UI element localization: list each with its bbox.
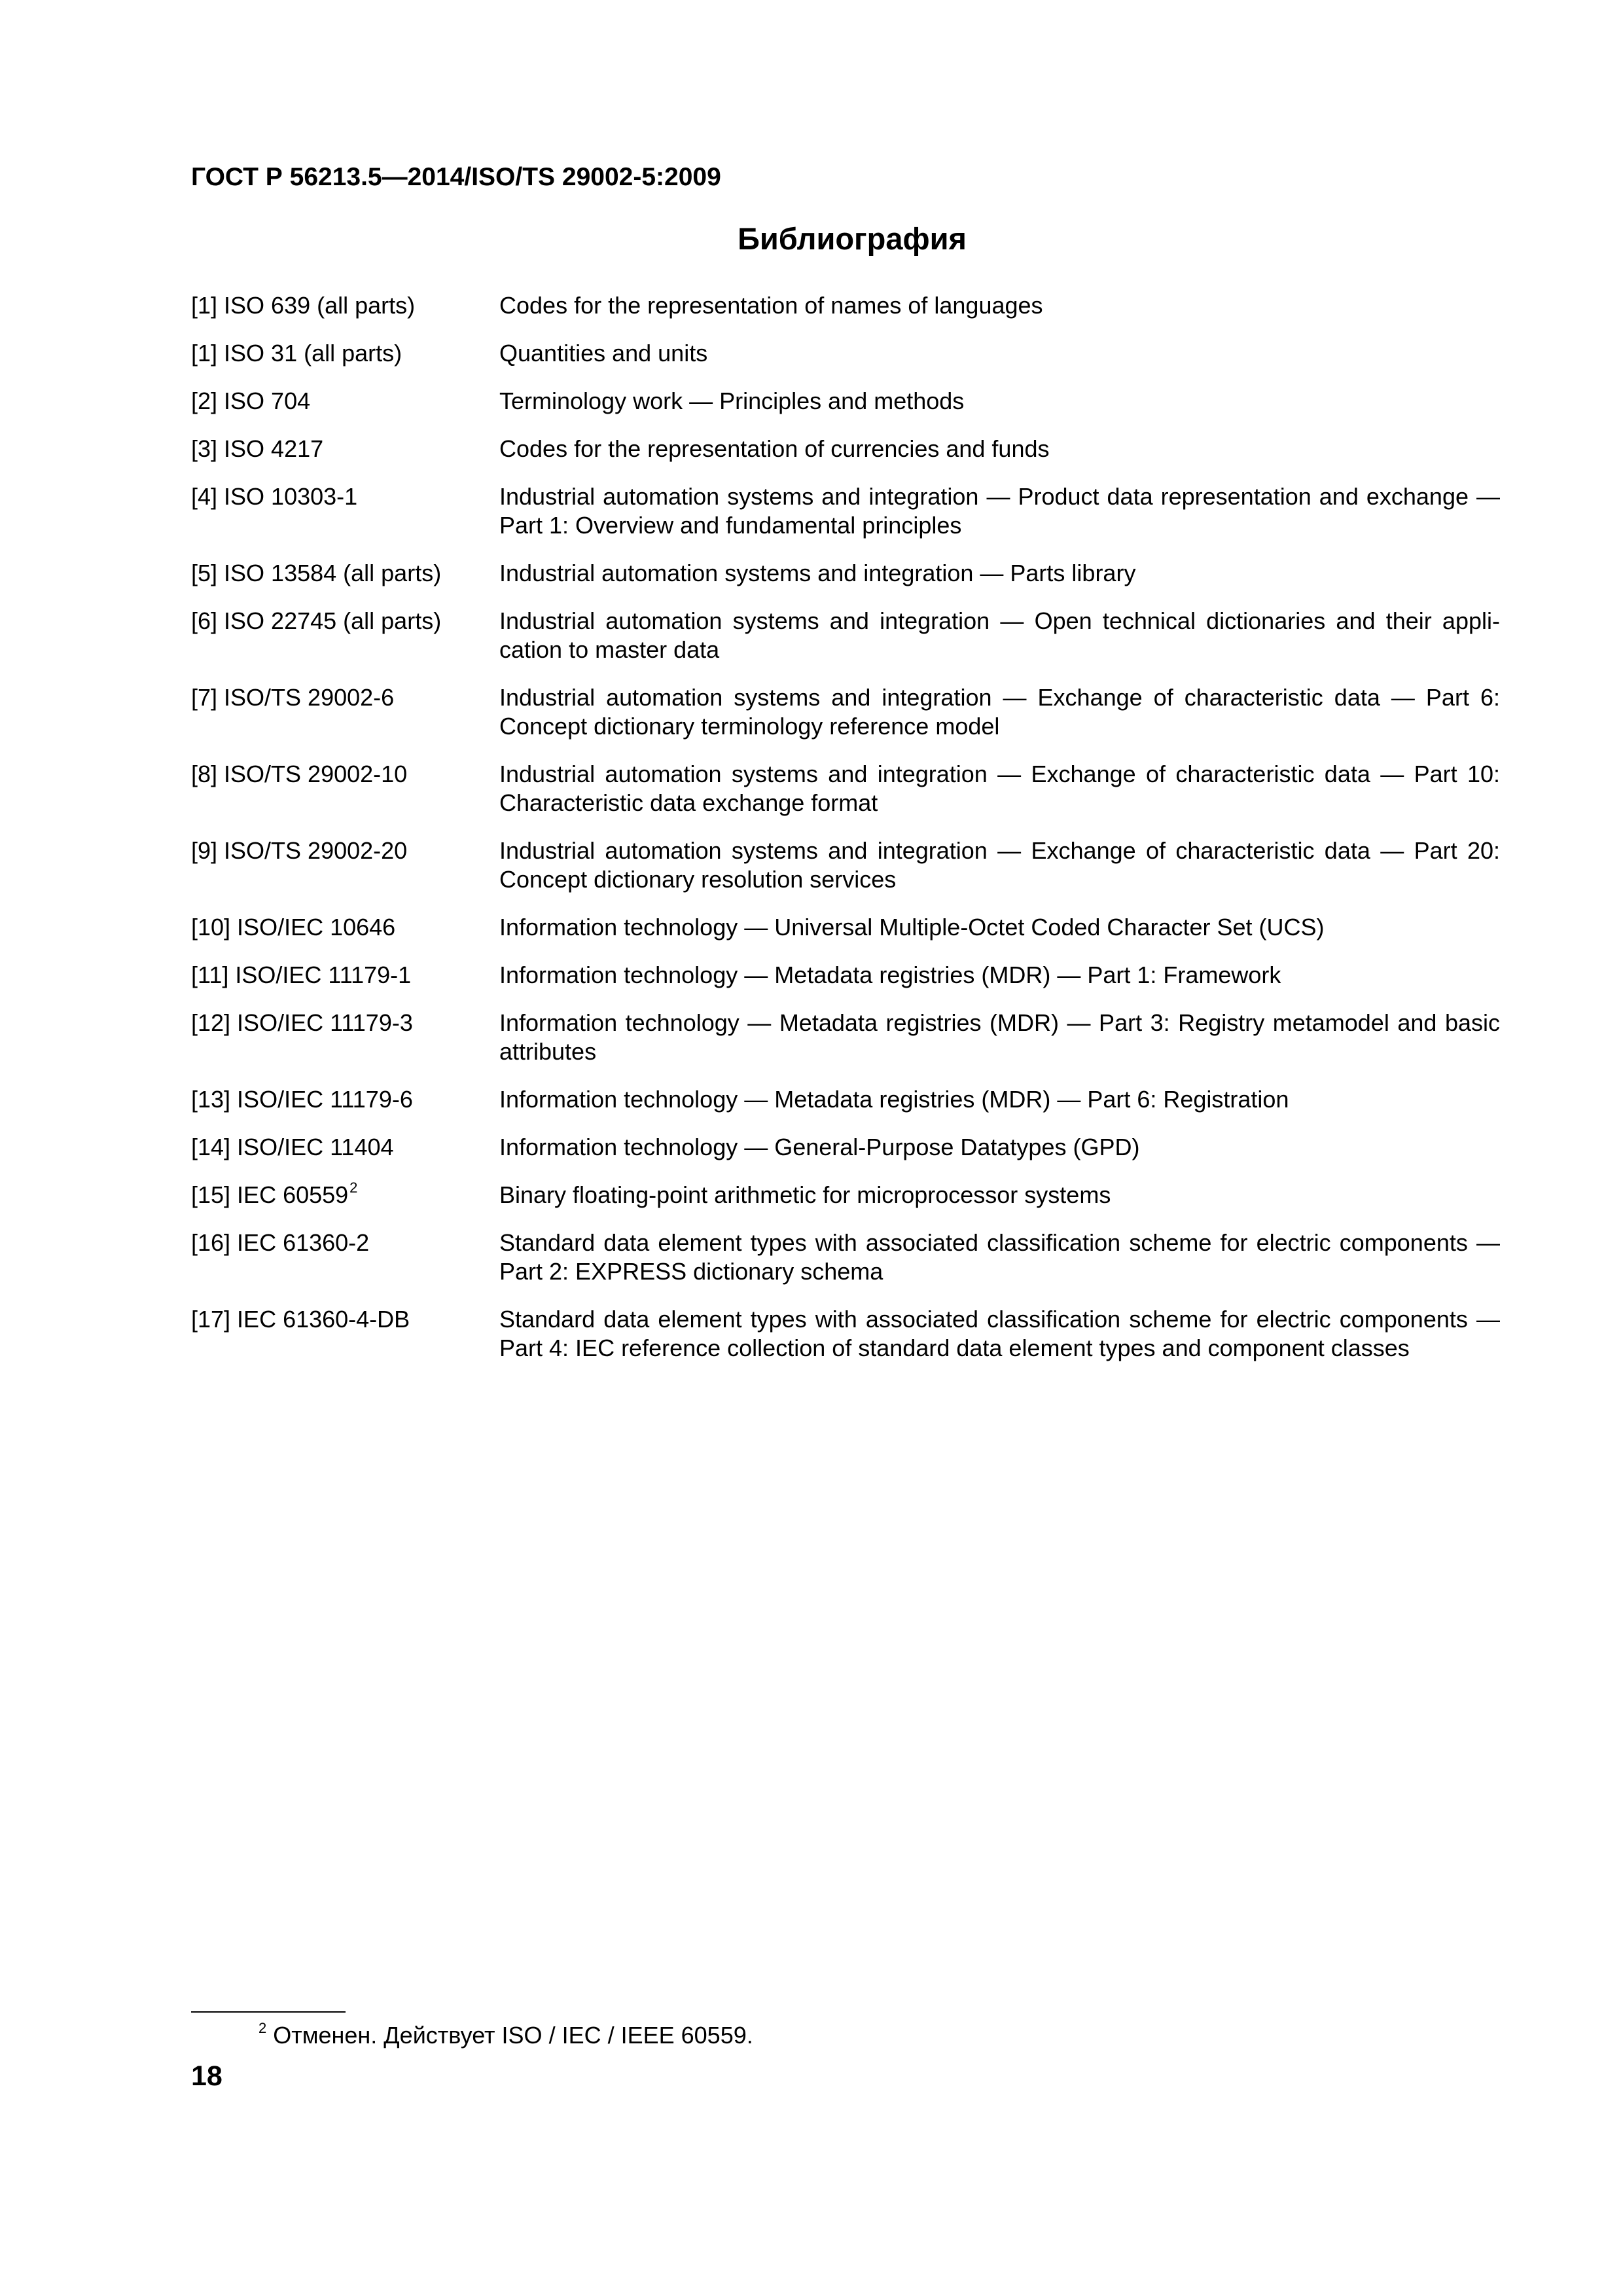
entry-description: Industrial automation systems and integration — Parts library [499, 560, 1136, 586]
entry-reference-text: [15] IEC 60559 [191, 1181, 349, 1208]
entry-reference: [1] ISO 639 (all parts) [191, 292, 416, 319]
entry-description: Terminology work — Principles and methods [499, 387, 965, 414]
entry-reference: [1] ISO 31 (all parts) [191, 340, 402, 367]
footnote [259, 2021, 753, 2050]
bibliography-entry [191, 913, 1500, 942]
entry-reference: [3] ISO 4217 [191, 435, 324, 462]
bibliography-entry [191, 291, 1500, 320]
bibliography-entry [191, 1133, 1500, 1162]
bibliography-entry [191, 435, 1500, 463]
entry-reference: [12] ISO/IEC 11179-3 [191, 1009, 413, 1036]
footnote-separator [191, 2011, 346, 2013]
entry-description: Industrial automation systems and integration — Exchange of characteristic data — Part 6: Concept dictionary terminology reference model [499, 684, 1500, 740]
entry-reference: [9] ISO/TS 29002-20 [191, 837, 408, 864]
bibliography-entry [191, 339, 1500, 368]
entry-description: Binary floating-point arithmetic for microprocessor systems [499, 1181, 1111, 1208]
entry-reference: [8] ISO/TS 29002-10 [191, 761, 408, 787]
bibliography-entry [191, 387, 1500, 416]
entry-description: Information technology — Metadata registries (MDR) — Part 3: Registry metamodel and basic attributes [499, 1009, 1500, 1065]
bibliography-title: Библиография [738, 221, 967, 256]
document-header: ГОСТ Р 56213.5—2014/ISO/TS 29002-5:2009 [191, 163, 721, 191]
entry-description: Standard data element types with associated classification scheme for electric components — Part 2: EXPRESS dictionary schema [499, 1229, 1500, 1285]
entry-description: Quantities and units [499, 340, 708, 367]
entry-reference: [7] ISO/TS 29002-6 [191, 684, 395, 711]
footnote-marker-link: 2 [349, 1179, 358, 1196]
bibliography-entry [191, 607, 1500, 664]
bibliography-entry [191, 482, 1500, 540]
bibliography-entry [191, 1181, 1500, 1210]
entry-reference: [4] ISO 10303-1 [191, 483, 358, 510]
entry-description: Standard data element types with associated classification scheme for electric components — Part 4: IEC reference collection of standard data element types and component classes [499, 1306, 1500, 1361]
entry-description: Industrial automation systems and integration — Exchange of characteristic data — Part 10: Characteristic data exchange format [499, 761, 1500, 816]
entry-reference: [14] ISO/IEC 11404 [191, 1134, 394, 1160]
entry-reference: [5] ISO 13584 (all parts) [191, 560, 442, 586]
entry-description: Information technology — Metadata registries (MDR) — Part 6: Registration [499, 1086, 1289, 1113]
entry-reference: [16] IEC 61360-2 [191, 1229, 370, 1256]
footnote-marker: 2 [259, 2020, 267, 2036]
entry-reference: [2] ISO 704 [191, 387, 311, 414]
bibliography-entry [191, 683, 1500, 741]
bibliography-list [191, 291, 1500, 1382]
bibliography-entry [191, 559, 1500, 588]
entry-description: Information technology — General-Purpose Datatypes (GPD) [499, 1134, 1140, 1160]
bibliography-entry [191, 836, 1500, 894]
entry-description: Industrial automation systems and integration — Open technical dictionaries and their application to master data [499, 607, 1500, 663]
entry-reference: [6] ISO 22745 (all parts) [191, 607, 442, 634]
bibliography-entry [191, 1305, 1500, 1363]
entry-reference: [17] IEC 61360-4-DB [191, 1306, 410, 1333]
entry-reference [191, 1181, 499, 1210]
bibliography-entry [191, 1085, 1500, 1114]
bibliography-entry [191, 1009, 1500, 1066]
bibliography-entry [191, 961, 1500, 990]
bibliography-entry [191, 1229, 1500, 1286]
page-number: 18 [191, 2060, 223, 2092]
entry-description: Information technology — Universal Multiple-Octet Coded Character Set (UCS) [499, 914, 1325, 941]
bibliography-entry [191, 760, 1500, 817]
entry-description: Industrial automation systems and integration — Exchange of characteristic data — Part 20: Concept dictionary resolution services [499, 837, 1500, 893]
entry-reference: [11] ISO/IEC 11179-1 [191, 961, 412, 988]
entry-reference: [10] ISO/IEC 10646 [191, 914, 396, 941]
entry-reference: [13] ISO/IEC 11179-6 [191, 1086, 413, 1113]
entry-description: Codes for the representation of names of languages [499, 292, 1043, 319]
entry-description: Information technology — Metadata registries (MDR) — Part 1: Framework [499, 961, 1281, 988]
entry-description: Industrial automation systems and integration — Product data representation and exchange — Part 1: Overview and fundamental principles [499, 483, 1500, 539]
footnote-text: Отменен. Действует ISO / IEC / IEEE 60559. [273, 2022, 753, 2049]
entry-description: Codes for the representation of currencies and funds [499, 435, 1050, 462]
